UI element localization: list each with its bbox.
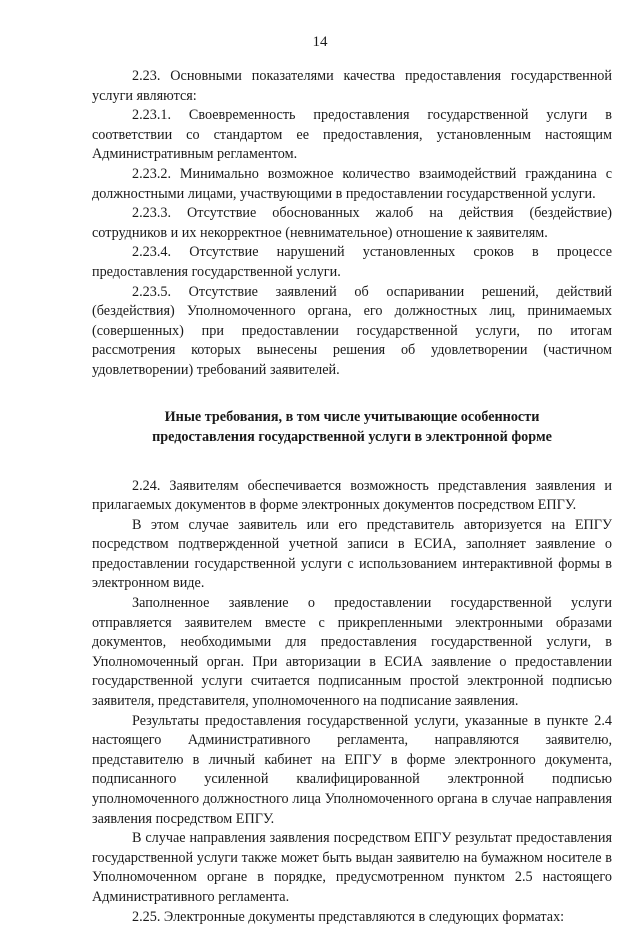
paragraph-paper-result: В случае направления заявления посредством ЕПГУ результат предоставления государственной услуги также может быть выдан заявителю на бумажном носителе в Уполномоченном органе в порядке, предусмотренном пунктом 2.5 настоящего Административного регламента. [92, 830, 612, 905]
paragraph-2-23-4: 2.23.4. Отсутствие нарушений установленных сроков в процессе предоставления государственной услуги. [92, 244, 612, 280]
paragraph-authorization: В этом случае заявитель или его представитель авторизуется на ЕПГУ посредством подтвержденной учетной записи в ЕСИА, заполняет заявление о предоставлении государственной услуги с использованием интерактивной формы в электронном виде. [92, 516, 612, 592]
section-heading [92, 407, 612, 447]
page-number: 14 [312, 34, 328, 50]
paragraph-2-25: 2.25. Электронные документы представляются в следующих форматах: [132, 908, 565, 925]
paragraph-2-23-2: 2.23.2. Минимально возможное количество взаимодействий гражданина с должностными лицами, участвующими в предоставлении государственной услуги. [92, 165, 612, 202]
paragraph-2-23-3: 2.23.3. Отсутствие обоснованных жалоб на действия (бездействие) сотрудников и их некорректное (невнимательное) отношение к заявителям. [92, 205, 612, 241]
section-heading-line-2: предоставления государственной услуги в электронной форме [152, 428, 552, 445]
paragraph-results: Результаты предоставления государственной услуги, указанные в пункте 2.4 настоящего Административного регламента, направляются заявителю, представителю в личный кабинет на ЕПГУ в форме электронного документа, подписанного усиленной квалифицированной электронной подписью уполномоченного должностного лица Уполномоченного органа в случае направления заявления посредством ЕПГУ. [92, 712, 612, 827]
paragraph-2-23-5: 2.23.5. Отсутствие заявлений об оспаривании решений, действий (бездействия) Уполномоченного органа, его должностных лиц, принимаемых (совершенных) при предоставлении государственной услуги, по итогам рассмотрения которых вынесены решения об удовлетворении (частичном удовлетворении) требований заявителей. [92, 283, 612, 378]
document-body [92, 67, 612, 927]
paragraph-2-23-1: 2.23.1. Своевременность предоставления государственной услуги в соответствии со стандартом ее предоставления, установленным настоящим Административным регламентом. [92, 107, 612, 163]
paragraph-submission: Заполненное заявление о предоставлении государственной услуги отправляется заявителем вместе с прикрепленными электронными образами документов, необходимыми для предоставления государственной услуги, в Уполномоченный орган. При авторизации в ЕСИА заявление о предоставлении государственной услуги считается подписанным простой электронной подписью заявителя, представителя, уполномоченного на подписание заявления. [92, 595, 612, 710]
paragraph-2-23: 2.23. Основными показателями качества предоставления государственной услуги являются: [92, 68, 612, 104]
section-heading-line-1: Иные требования, в том числе учитывающие особенности [164, 408, 540, 425]
paragraph-2-24: 2.24. Заявителям обеспечивается возможность представления заявления и прилагаемых документов в форме электронных документов посредством ЕПГУ. [92, 477, 612, 514]
